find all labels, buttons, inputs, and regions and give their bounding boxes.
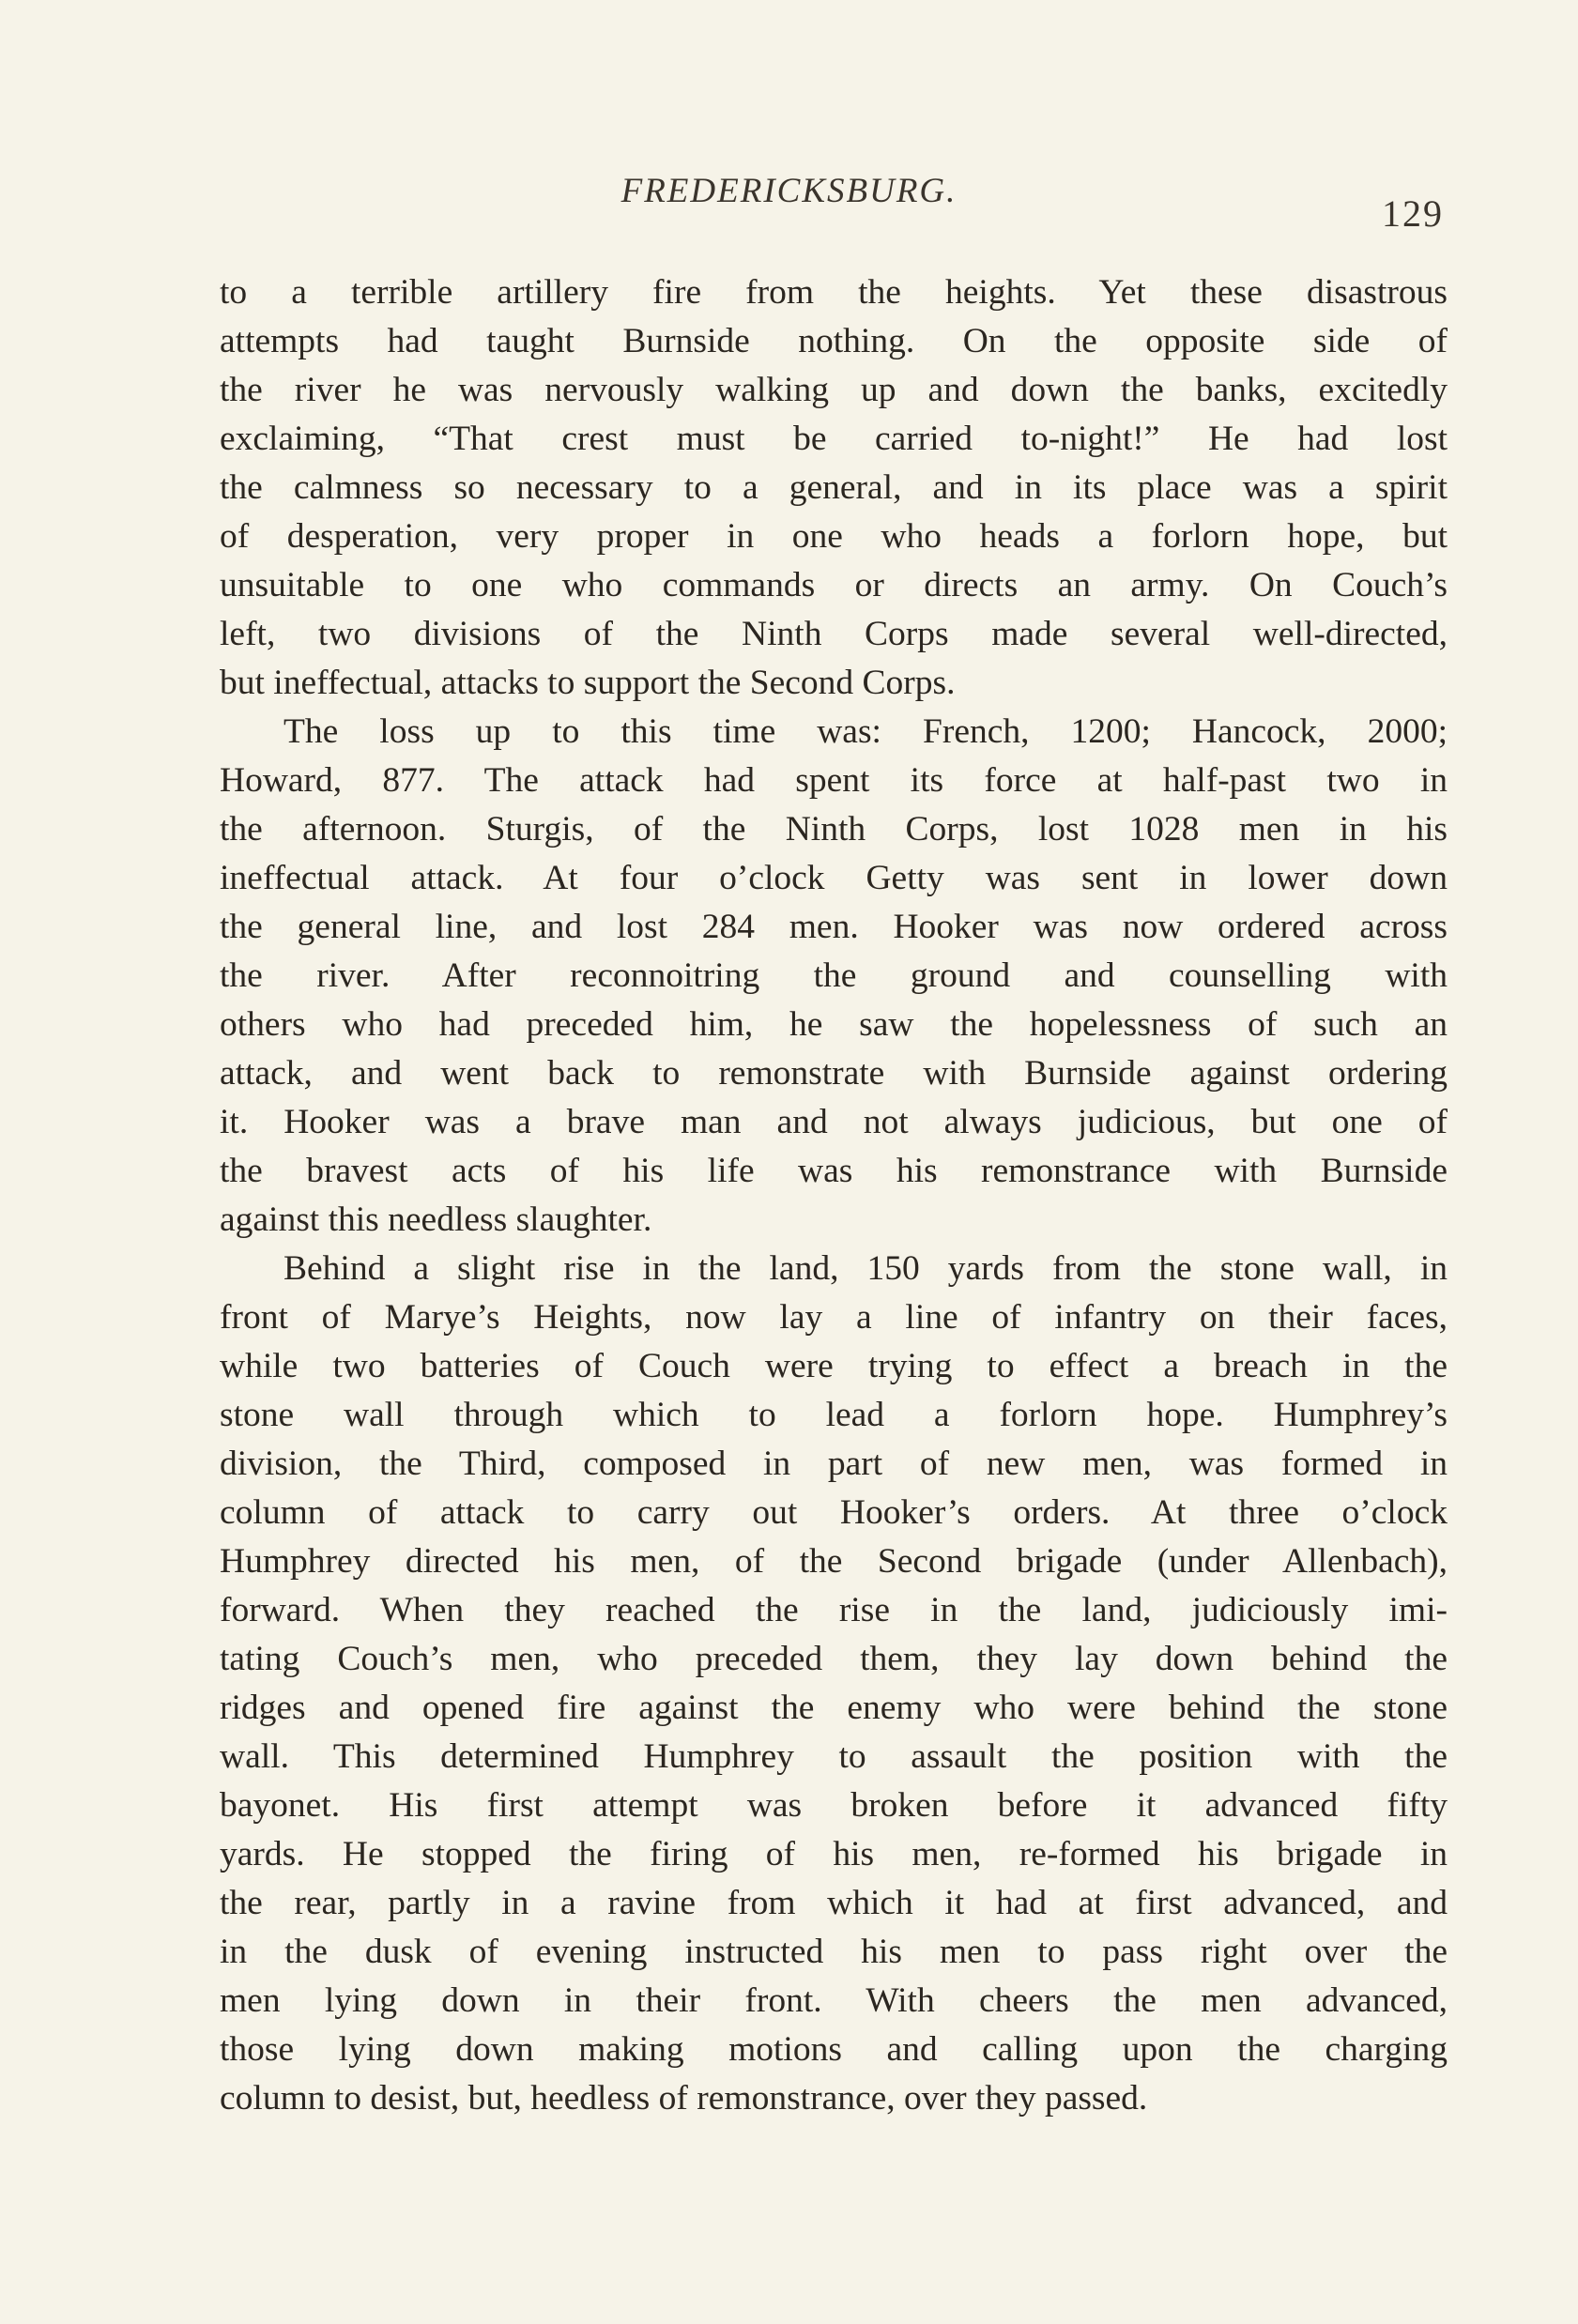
text-line: it. Hooker was a brave man and not always judicious, but one of [220,1103,1448,1141]
text-line: in the dusk of evening instructed his men to pass right over the [220,1933,1448,1971]
text-line: men lying down in their front. With cheers the men advanced, [220,1981,1448,2020]
text-line: Humphrey directed his men, of the Second brigade (under Allenbach), [220,1542,1448,1581]
text-line: unsuitable to one who commands or directs an army. On Couch’s [220,566,1448,604]
text-line: others who had preceded him, he saw the hopelessness of such an [220,1005,1448,1044]
text-line: column of attack to carry out Hooker’s orders. At three o’clock [220,1493,1448,1532]
body-text [220,268,1448,2123]
text-line: The loss up to this time was: French, 1200; Hancock, 2000; [283,712,1448,751]
text-line: to a terrible artillery fire from the heights. Yet these disastrous [220,273,1448,312]
paragraph-3 [220,1245,1448,2123]
text-line: the calmness so necessary to a general, and in its place was a spirit [220,468,1448,507]
text-line: exclaiming, “That crest must be carried to-night!” He had lost [220,420,1448,458]
text-line: ridges and opened fire against the enemy who were behind the stone [220,1689,1448,1727]
text-line: yards. He stopped the firing of his men, re-formed his brigade in [220,1835,1448,1873]
text-line: wall. This determined Humphrey to assault the position with the [220,1737,1448,1776]
text-line: stone wall through which to lead a forlorn hope. Humphrey’s [220,1396,1448,1434]
text-line: those lying down making motions and calling upon the charging [220,2030,1448,2069]
text-line: against this needless slaughter. [220,1200,652,1239]
page-number: 129 [1382,192,1444,235]
text-line: the bravest acts of his life was his remonstrance with Burnside [220,1152,1448,1190]
text-line: left, two divisions of the Ninth Corps made several well-directed, [220,615,1448,653]
text-line: column to desist, but, heedless of remonstrance, over they passed. [220,2079,1148,2118]
text-line: forward. When they reached the rise in the land, judiciously imi- [220,1591,1448,1629]
text-line: attempts had taught Burnside nothing. On the opposite side of [220,322,1448,360]
text-line: front of Marye’s Heights, now lay a line of infantry on their faces, [220,1298,1448,1337]
text-line: while two batteries of Couch were trying to effect a breach in the [220,1347,1448,1385]
text-line: division, the Third, composed in part of new men, was formed in [220,1445,1448,1483]
running-head: FREDERICKSBURG. [620,172,958,210]
text-line: but ineffectual, attacks to support the Second Corps. [220,664,956,702]
text-line: the river he was nervously walking up and down the banks, excitedly [220,371,1448,409]
text-line: the river. After reconnoitring the ground and counselling with [220,956,1448,995]
text-line: Behind a slight rise in the land, 150 yards from the stone wall, in [283,1249,1448,1288]
text-line: ineffectual attack. At four o’clock Getty was sent in lower down [220,859,1448,897]
text-line: the general line, and lost 284 men. Hooker was now ordered across [220,908,1448,946]
text-line: Howard, 877. The attack had spent its force at half-past two in [220,761,1448,800]
text-line: the afternoon. Sturgis, of the Ninth Corps, lost 1028 men in his [220,810,1448,849]
text-line: bayonet. His first attempt was broken before it advanced fifty [220,1786,1448,1825]
text-line: tating Couch’s men, who preceded them, they lay down behind the [220,1640,1448,1678]
text-line: attack, and went back to remonstrate with Burnside against ordering [220,1054,1448,1093]
text-line: of desperation, very proper in one who heads a forlorn hope, but [220,517,1448,556]
paragraph-2 [220,708,1448,1245]
paragraph-1 [220,268,1448,708]
text-line: the rear, partly in a ravine from which it had at first advanced, and [220,1884,1448,1922]
